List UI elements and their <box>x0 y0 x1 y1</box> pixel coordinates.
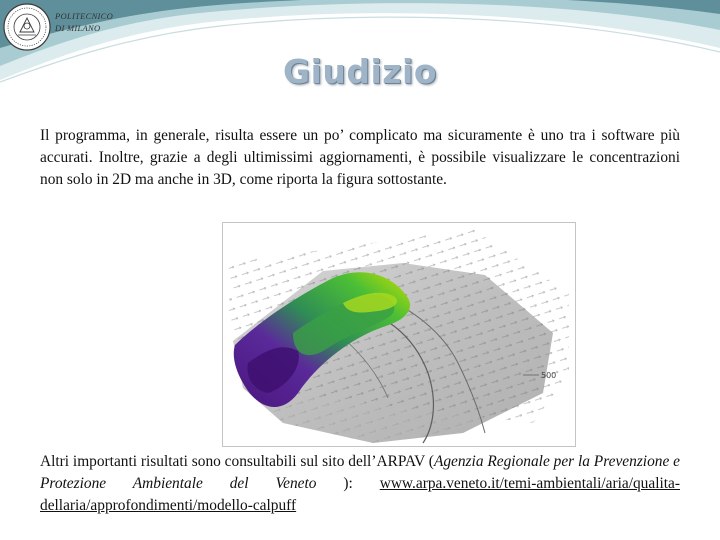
arpav-text-before: Altri importanti risultati sono consultabili sul sito dell’ARPAV ( <box>40 453 434 470</box>
slide-title: Giudizio <box>282 52 437 91</box>
3d-concentration-figure <box>222 222 576 447</box>
university-seal-icon <box>2 2 52 52</box>
institution-line-1: POLITECNICO <box>55 11 114 21</box>
arpav-text-middle: ): <box>316 475 380 492</box>
institution-name <box>55 10 113 34</box>
figure-axis-label: 500 <box>541 371 557 380</box>
arpav-link[interactable]: www.arpa.veneto.it/temi-ambientali/aria/qualita-dellaria/approfondimenti/modello-calpuff <box>40 475 680 514</box>
arpav-paragraph <box>40 451 680 517</box>
institution-line-2: DI MILANO <box>55 23 101 33</box>
arpav-org-name: Agenzia Regionale per la Prevenzione e Protezione Ambientale del Veneto <box>40 453 680 492</box>
intro-paragraph: Il programma, in generale, risulta essere un po’ complicato ma sicuramente è uno tra i software più accurati. Inoltre, grazie a degli ultimissimi aggiornamenti, è possibile visualizzare le concentrazioni non solo in 2D ma anche in 3D, come riporta la figura sottostante. <box>40 127 680 188</box>
